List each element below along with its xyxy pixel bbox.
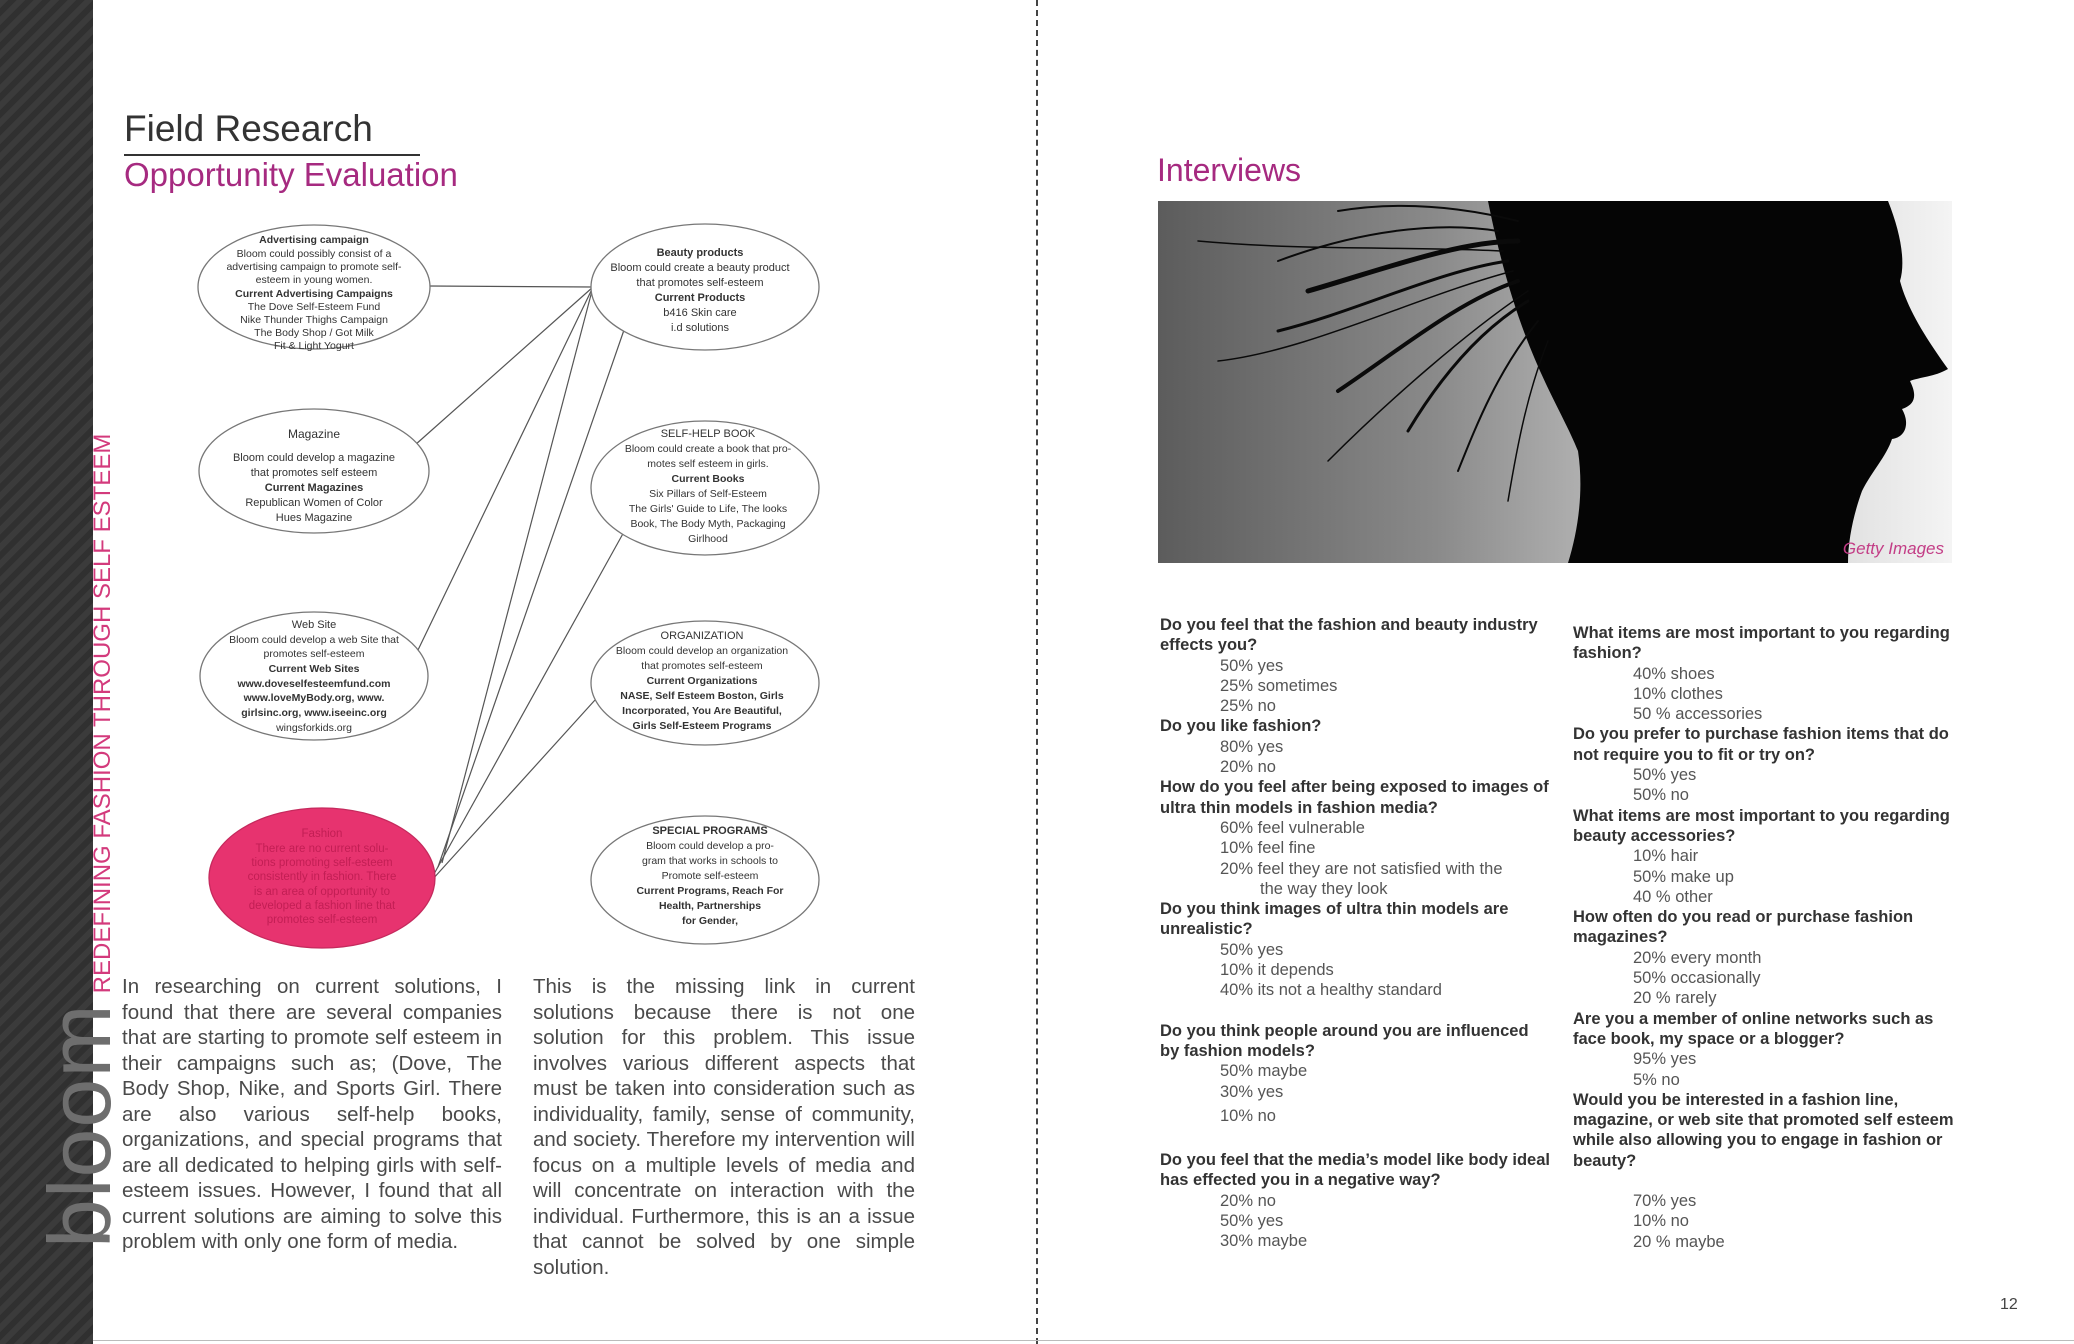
web-line-3: Current Web Sites (268, 663, 360, 675)
survey-answer: 40% its not a healthy standard (1220, 981, 1442, 1000)
adv-line-2: advertising campaign to promote self- (226, 261, 402, 273)
beauty-line-2: that promotes self-esteem (636, 277, 764, 289)
survey-question: Do you like fashion? (1160, 717, 1322, 736)
survey-answer: 70% yes (1633, 1192, 1697, 1211)
survey-answer: 50% yes (1633, 766, 1697, 785)
opportunity-diagram (190, 210, 830, 970)
survey-item (1160, 716, 1550, 777)
adv-line-8: Fit & Light Yogurt (274, 340, 354, 352)
survey-answer: 20% every month (1633, 948, 1762, 967)
connector-advertising-beauty (428, 286, 593, 287)
page-title: Field Research (124, 108, 420, 156)
special-line-4: Current Programs, Reach For (636, 885, 784, 897)
beauty-line-3: Current Products (654, 292, 746, 304)
survey-answer: 50% yes (1220, 1212, 1284, 1231)
web-line-0: Web Site (291, 619, 337, 631)
web-line-7: wingsforkids.org (276, 722, 352, 734)
page-divider (1036, 0, 1038, 1344)
ellipse-magazine (199, 409, 429, 533)
survey-answer: 95% yes (1633, 1050, 1697, 1069)
org-line-3: Current Organizations (646, 675, 758, 687)
survey-answer: 40 % other (1633, 887, 1713, 906)
survey-item (1160, 899, 1550, 1000)
survey-item (1160, 1021, 1550, 1126)
brand-tagline: REDEFINING FASHION THROUGH SELF ESTEEM (89, 433, 116, 994)
survey-answer: 10% hair (1633, 847, 1699, 866)
survey-answer: 50% occasionally (1633, 969, 1761, 988)
survey-question: Do you prefer to purchase fashion items that do not require you to fit or try on? (1573, 725, 1949, 764)
survey-item (1573, 806, 1963, 907)
adv-line-6: Nike Thunder Thighs Campaign (240, 314, 388, 326)
ellipse-special-programs (591, 816, 819, 944)
survey-answer: 20 % rarely (1633, 989, 1717, 1008)
survey-item (1573, 724, 1963, 805)
survey-answer: 50 % accessories (1633, 705, 1763, 724)
ellipse-advertising (198, 225, 430, 352)
survey-answer: 50% make up (1633, 867, 1734, 886)
selfhelp-line-6: Book, The Body Myth, Packaging (630, 518, 786, 530)
adv-line-5: The Dove Self-Esteem Fund (247, 301, 381, 313)
ellipse-organization (591, 621, 819, 745)
survey-item (1573, 1009, 1963, 1090)
fashion-line-3: consistently in fashion. There (247, 871, 397, 883)
selfhelp-line-2: motes self esteem in girls. (647, 458, 769, 470)
ellipse-website (200, 612, 428, 740)
mag-line-5: Hues Magazine (275, 512, 353, 524)
bottom-rule (93, 1340, 2074, 1341)
fashion-line-4: is an area of opportunity to (253, 886, 391, 898)
selfhelp-line-3: Current Books (671, 473, 745, 485)
connector-fashion-beauty-2 (438, 330, 624, 867)
web-line-1: Bloom could develop a web Site that (229, 634, 399, 646)
survey-answer: 30% yes (1220, 1082, 1284, 1101)
survey-answer: 10% it depends (1220, 961, 1334, 980)
survey-answer: 50% maybe (1220, 1062, 1308, 1081)
survey-item (1160, 615, 1550, 716)
fashion-line-1: There are no current solu- (255, 843, 389, 855)
web-line-4: www.doveselfesteemfund.com (237, 678, 391, 690)
survey-answer: 40% shoes (1633, 664, 1715, 683)
photo-credit: Getty Images (1842, 539, 1944, 558)
body-column-1: In researching on current solutions, I found that there are several companies that are starting to promote self esteem in their campaigns such as; (Dove, The Body Shop, Nike, and Sports Girl. There are also various self-help books, organizations, and special programs that are all dedicated to helping girls with self-esteem issues. However, I found that all current solutions are aiming to solve this problem with only one form of media. (122, 975, 502, 1253)
survey-answer: 10% clothes (1633, 684, 1723, 703)
connector-magazine-beauty (415, 287, 593, 445)
org-line-4: NASE, Self Esteem Boston, Girls (620, 690, 784, 702)
interviews-title: Interviews (1157, 152, 1302, 188)
silhouette-image (1158, 201, 1952, 563)
ellipse-beauty (591, 224, 819, 350)
survey-question: How often do you read or purchase fashion magazines? (1573, 908, 1914, 947)
adv-line-1: Bloom could possibly consist of a (236, 248, 392, 260)
ellipse-selfhelp (591, 421, 819, 555)
survey-column-1 (1160, 615, 1550, 1252)
survey-answer: 80% yes (1220, 737, 1284, 756)
mag-line-1: Bloom could develop a magazine (232, 452, 396, 464)
mag-line-4: Republican Women of Color (245, 497, 383, 509)
survey-answer: 20% no (1220, 1191, 1276, 1210)
survey-item (1573, 623, 1963, 724)
special-line-0: SPECIAL PROGRAMS (652, 825, 768, 837)
mag-line-0: Magazine (287, 427, 341, 441)
web-line-5: www.loveMyBody.org, www. (243, 692, 385, 704)
special-line-2: gram that works in schools to (642, 855, 778, 867)
survey-answer: 5% no (1633, 1070, 1680, 1089)
selfhelp-line-7: Girlhood (688, 533, 728, 545)
survey-question: Do you think people around you are influenced by fashion models? (1160, 1021, 1529, 1060)
org-line-0: ORGANIZATION (660, 630, 744, 642)
fashion-line-5: developed a fashion line that (248, 900, 396, 912)
survey-question: Are you a member of online networks such as face book, my space or a blogger? (1573, 1009, 1934, 1048)
web-line-6: girlsinc.org, www.iseeinc.org (241, 707, 387, 719)
body-column-2: This is the missing link in current solutions because there is not one solution for this problem. This issue involves various different aspects that must be taken into consideration such as individuality, family, sense of community, and society. Therefore my intervention will focus on a multiple levels of media and will concentrate on interaction with the individual. Furthermore, this is an a issue that cannot be solved by one simple solution. (533, 975, 915, 1279)
survey-column-2 (1573, 623, 1963, 1252)
special-line-5: Health, Partnerships (658, 900, 762, 912)
diagram-connectors (415, 286, 625, 880)
sidebar-vertical-title (30, 433, 129, 1248)
mag-line-3: Current Magazines (264, 482, 364, 494)
connector-fashion-organization (432, 700, 595, 880)
adv-line-7: The Body Shop / Got Milk (254, 327, 374, 339)
beauty-line-1: Bloom could create a beauty product (610, 262, 790, 274)
survey-item (1573, 907, 1963, 1008)
survey-answer: 10% no (1633, 1212, 1689, 1231)
org-line-1: Bloom could develop an organization (615, 645, 789, 657)
connector-fashion-beauty-1 (442, 287, 593, 863)
survey-question: Do you feel that the fashion and beauty industry effects you? (1160, 616, 1538, 655)
selfhelp-line-4: Six Pillars of Self-Esteem (649, 488, 767, 500)
adv-line-0: Advertising campaign (259, 234, 369, 246)
survey-item (1573, 1090, 1963, 1252)
survey-question: What items are most important to you regarding fashion? (1573, 624, 1950, 663)
special-line-1: Bloom could develop a pro- (646, 840, 774, 852)
survey-answer: 50% no (1633, 786, 1689, 805)
survey-answer: 20% no (1220, 758, 1276, 777)
adv-line-4: Current Advertising Campaigns (235, 288, 393, 300)
special-line-6: for Gender, (681, 915, 739, 927)
page-subtitle: Opportunity Evaluation (124, 156, 458, 193)
web-line-2: promotes self-esteem (263, 648, 365, 660)
fashion-line-0: Fashion (301, 828, 343, 840)
survey-item (1160, 1150, 1550, 1251)
beauty-line-5: i.d solutions (670, 322, 730, 334)
beauty-line-0: Beauty products (656, 247, 744, 259)
beauty-line-4: b416 Skin care (663, 307, 737, 319)
survey-answer: 25% no (1220, 697, 1276, 716)
survey-answer: 60% feel vulnerable (1220, 818, 1365, 837)
silhouette-photo (1158, 201, 1952, 563)
special-line-3: Promote self-esteem (661, 870, 759, 882)
selfhelp-line-5: The Girls' Guide to Life, The looks (628, 503, 788, 515)
selfhelp-line-0: SELF-HELP BOOK (660, 428, 756, 440)
survey-question: How do you feel after being exposed to images of ultra thin models in fashion media? (1160, 778, 1549, 817)
adv-line-3: esteem in young women. (255, 274, 373, 286)
survey-question: What items are most important to you regarding beauty accessories? (1573, 806, 1950, 845)
survey-answer: the way they look (1260, 879, 1388, 898)
sidebar (0, 0, 129, 1344)
selfhelp-line-1: Bloom could create a book that pro- (624, 443, 792, 455)
org-line-5: Incorporated, You Are Beautiful, (622, 705, 782, 717)
survey-answer: 30% maybe (1220, 1232, 1308, 1251)
connector-website-beauty (418, 287, 593, 650)
page-number: 12 (2000, 1296, 2018, 1313)
survey-answer: 50% yes (1220, 656, 1284, 675)
survey-answer: 20% feel they are not satisfied with the (1220, 859, 1503, 878)
fashion-line-2: tions promoting self-esteem (251, 857, 393, 869)
survey-answer: 25% sometimes (1220, 676, 1338, 695)
survey-answer: 10% feel fine (1220, 839, 1316, 858)
org-line-2: that promotes self-esteem (641, 660, 763, 672)
brand-logo-text: bloom (30, 1003, 129, 1248)
org-line-6: Girls Self-Esteem Programs (632, 720, 772, 732)
fashion-line-6: promotes self-esteem (266, 914, 378, 926)
survey-answer: 50% yes (1220, 940, 1284, 959)
survey-answer: 10% no (1220, 1106, 1276, 1125)
survey-answer: 20 % maybe (1633, 1232, 1725, 1251)
survey-question: Would you be interested in a fashion line, magazine, or web site that promoted self esteem while also allowing you to engage in fashion or beauty? (1573, 1090, 1954, 1170)
survey-item (1160, 777, 1550, 899)
survey-question: Do you think images of ultra thin models are unrealistic? (1160, 900, 1509, 939)
survey-question: Do you feel that the media’s model like body ideal has effected you in a negative way? (1160, 1151, 1550, 1190)
ellipse-fashion (209, 808, 435, 948)
mag-line-2: that promotes self esteem (250, 467, 378, 479)
